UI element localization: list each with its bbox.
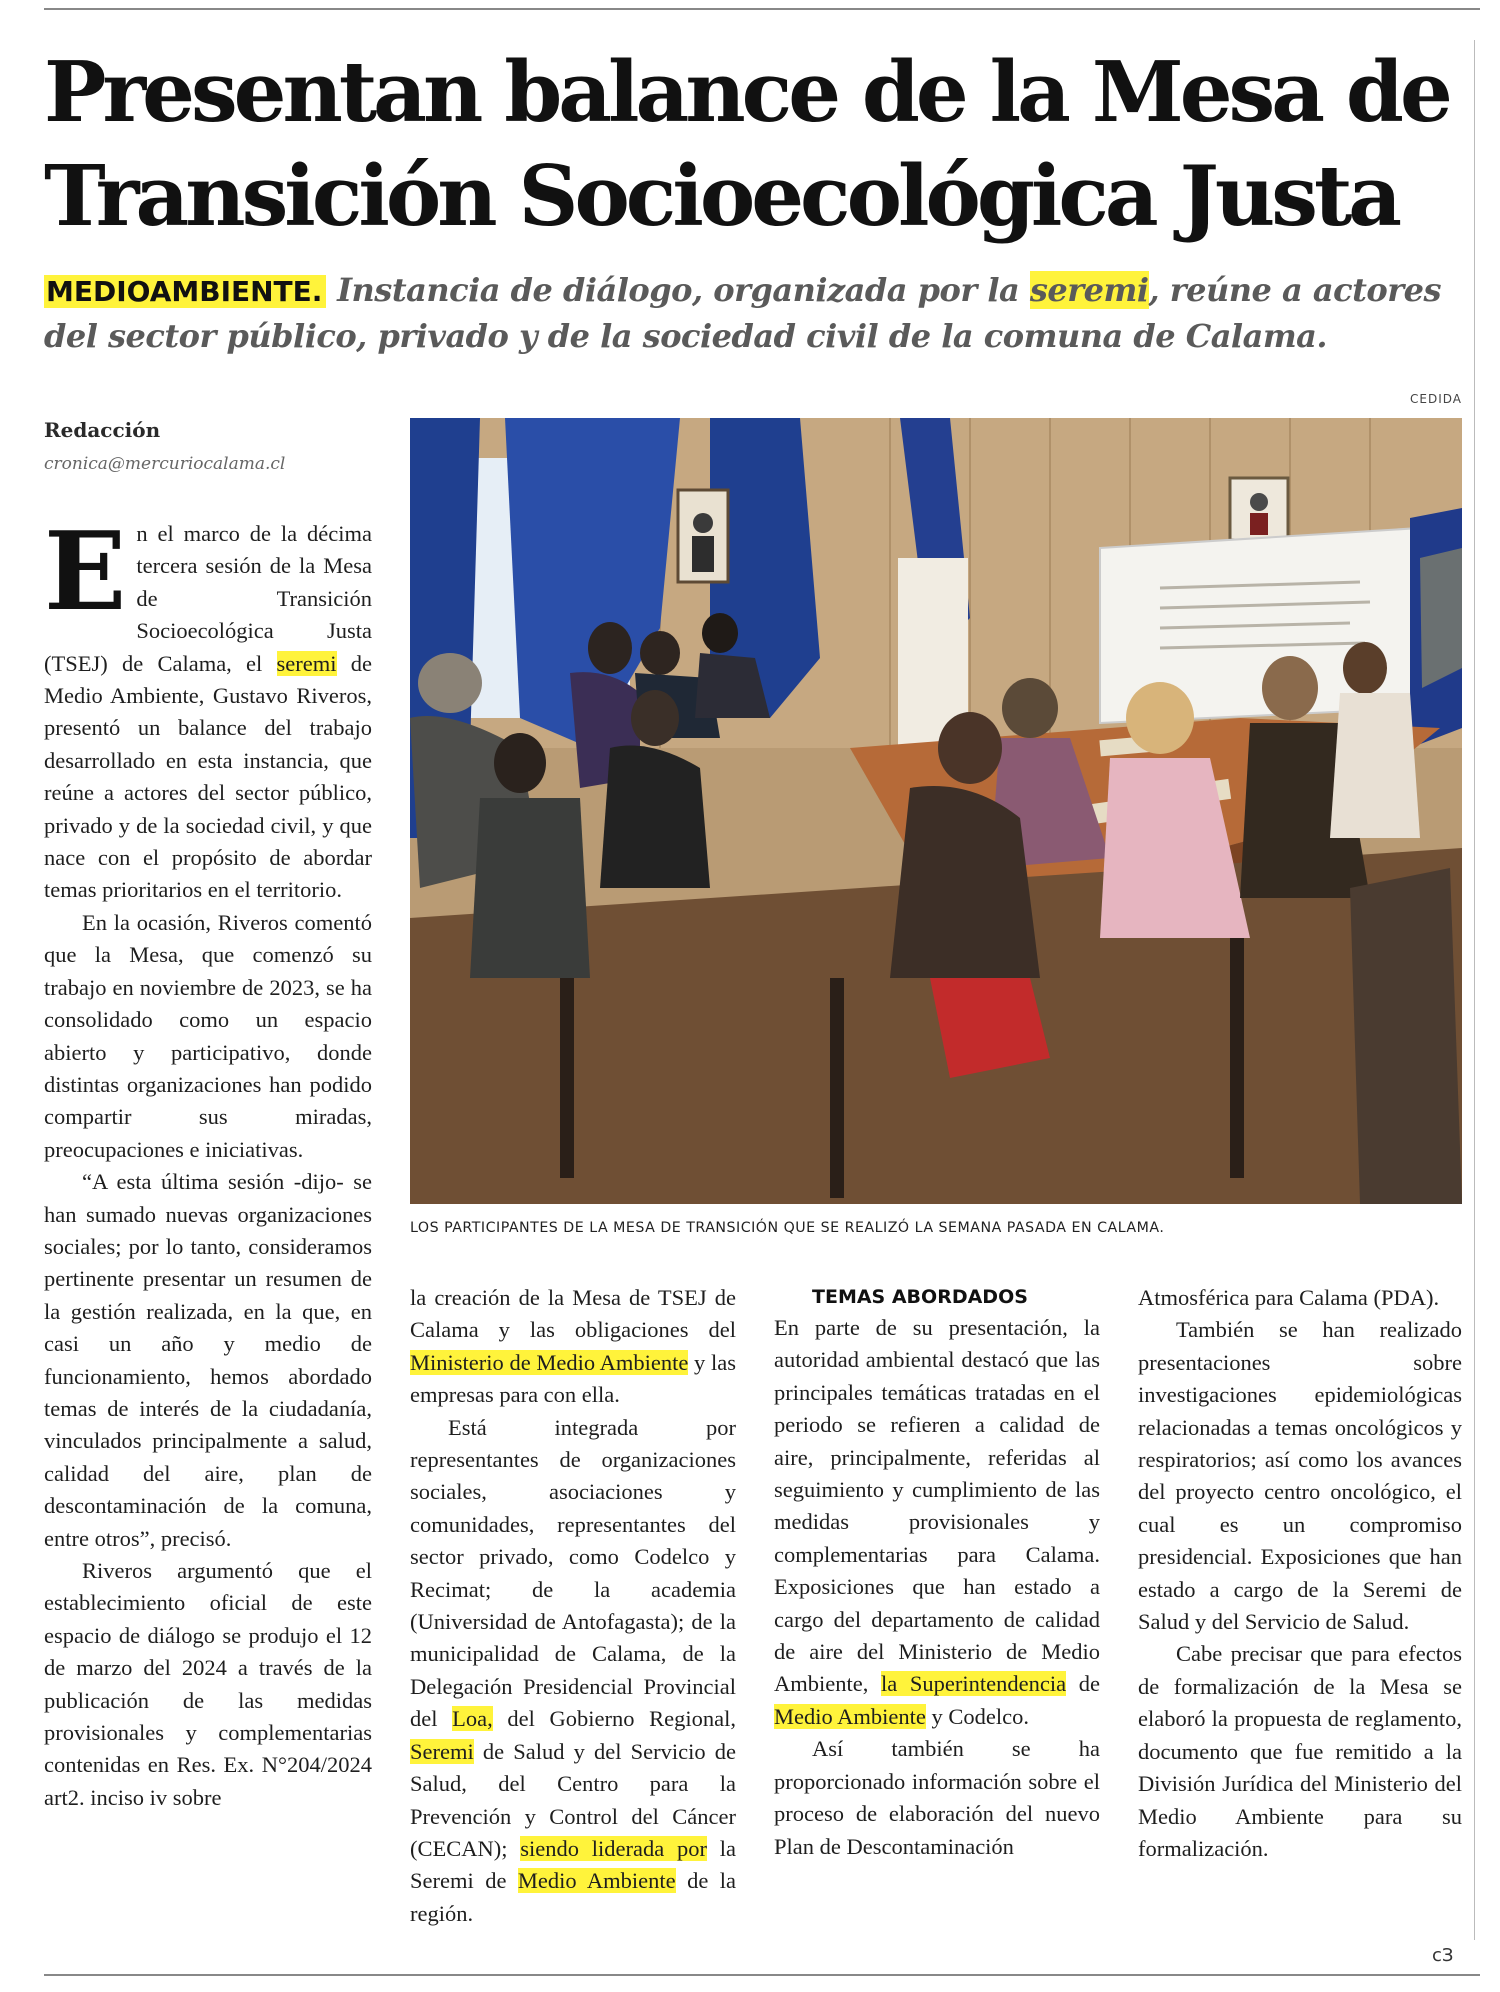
- col3-p1-text-a: En parte de su presentación, la autoridad ambiental destacó que las principales temáticas tratadas en el periodo se refieren a calidad de aire, principalmente, referidas al seguimiento y cumplimiento de las medidas provisionales y complementarias para Calama. Exposiciones que han estado a cargo del departamento de calidad de aire del Ministerio de Medio Ambiente,: [774, 1315, 1100, 1697]
- col3-p1-highlight-2: Medio Ambiente: [774, 1703, 926, 1729]
- col2-p2-highlight-3: siendo liderada por: [520, 1835, 707, 1861]
- headline: Presentan balance de la Mesa de Transición Socioecológica Justa: [44, 43, 1449, 245]
- subhead-temas-abordados: TEMAS ABORDADOS: [812, 1286, 1028, 1308]
- col1-paragraph-3: “A esta última sesión -dijo- se han sumado nuevas organizaciones sociales; por lo tanto, consideramos pertinente presentar un resumen de la gestión realizada, en la que, en casi un año y medio de funcionamiento, hemos abordado temas de interés de la ciudadanía, vinculados principalmente a salud, calidad del aire, plan de descontaminación de la comuna, entre otros”, precisó.: [44, 1169, 372, 1551]
- article-photo: [410, 418, 1462, 1204]
- byline-author: Redacción: [44, 418, 161, 442]
- col2-p2-highlight-2: Seremi: [410, 1738, 474, 1764]
- col1-paragraph-4: Riveros argumentó que el establecimiento oficial de este espacio de diálogo se produjo el 12 de marzo del 2024 a través de la publicación de las medidas provisionales y complementarias contenidas en Res. Ex. N°204/2024 art2. inciso iv sobre: [44, 1558, 372, 1810]
- col3-p1-text-b: de: [1066, 1671, 1100, 1697]
- column-1: [44, 509, 372, 1814]
- byline-email: cronica@mercuriocalama.cl: [44, 454, 286, 474]
- bottom-rule: [44, 1974, 1480, 1976]
- col3-p1-text-c: y Codelco.: [925, 1703, 1029, 1729]
- col1-p1-text-a: n el marco de la décima tercera sesión de la Mesa de Transición Socioecológica Justa (TSEJ) de Calama, el: [44, 521, 372, 676]
- col2-p2-text-c: de Salud y del Servicio de Salud, del Centro para la Prevención y Control del Cáncer (CECAN);: [410, 1738, 736, 1861]
- col2-p1-text-b: y las empresas para con ella.: [410, 1349, 737, 1408]
- photo-credit: CEDIDA: [1410, 392, 1462, 406]
- col1-paragraph-2: En la ocasión, Riveros comentó que la Mesa, que comenzó su trabajo en noviembre de 2023, se ha consolidado como un espacio abierto y participativo, donde distintas organizaciones han podido compartir sus miradas, preocupaciones e iniciativas.: [44, 909, 372, 1162]
- right-rule: [1474, 40, 1475, 1940]
- drop-cap: E: [44, 509, 127, 635]
- column-4: [1138, 1282, 1462, 1865]
- col2-p1-highlight: Ministerio de Medio Ambiente: [410, 1349, 689, 1375]
- col1-p1-highlight: seremi: [276, 650, 337, 676]
- col1-paragraph-1: [44, 509, 372, 907]
- col2-paragraph-1: [410, 1282, 736, 1412]
- col2-p2-text-e: de la región.: [410, 1868, 737, 1926]
- col4-paragraph-3: Cabe precisar que para efectos de formalización de la Mesa se elaboró la propuesta de reglamento, documento que fue remitido a la División Jurídica del Ministerio del Medio Ambiente para su formalización.: [1138, 1641, 1462, 1861]
- deck-text-1: Instancia de diálogo, organizada por la: [337, 271, 1030, 309]
- meeting-room-illustration: [410, 418, 1462, 1204]
- deck: [44, 268, 1464, 359]
- col3-paragraph-2: Así también se ha proporcionado información sobre el proceso de elaboración del nuevo Plan de Descontaminación: [774, 1736, 1100, 1859]
- col2-p2-text-a: Está integrada por representantes de organizaciones sociales, asociaciones y comunidades, representantes del sector privado, como Codelco y Recimat; de la academia (Universidad de Antofagasta); de la municipalidad de Calama, de la Delegación Presidencial Provincial del: [410, 1414, 736, 1732]
- column-3: [774, 1282, 1100, 1863]
- col4-paragraph-1: Atmosférica para Calama (PDA).: [1138, 1285, 1440, 1310]
- column-2: [410, 1282, 736, 1930]
- col2-p1-text-a: la creación de la Mesa de TSEJ de Calama y las obligaciones del: [410, 1285, 736, 1343]
- col2-paragraph-2: [410, 1412, 736, 1931]
- col3-p1-highlight-1: la Superintendencia: [881, 1671, 1067, 1697]
- col4-paragraph-2: También se han realizado presentaciones sobre investigaciones epidemiológicas relacionadas a temas oncológicos y respiratorios; así como los avances del proyecto centro oncológico, el cual es un compromiso presidencial. Exposiciones que han estado a cargo de la Seremi de Salud y del Servicio de Salud.: [1138, 1317, 1462, 1635]
- deck-highlight: seremi: [1029, 271, 1149, 309]
- top-rule: [44, 8, 1480, 10]
- col2-p2-highlight-4: Medio Ambiente: [517, 1868, 676, 1894]
- col2-p2-text-d: la Seremi de: [410, 1835, 736, 1894]
- deck-text-2: , reúne a actores del sector público, privado y de la sociedad civil de la comuna de Calama.: [44, 271, 1441, 355]
- end-of-article-mark: cЗ: [1432, 1945, 1454, 1966]
- photo-caption: LOS PARTICIPANTES DE LA MESA DE TRANSICIÓN QUE SE REALIZÓ LA SEMANA PASADA EN CALAMA.: [410, 1220, 1165, 1236]
- col1-p1-text-b: de Medio Ambiente, Gustavo Riveros, presentó un balance del trabajo desarrollado en esta instancia, que reúne a actores del sector público, privado y de la sociedad civil, y que nace con el propósito de abordar temas prioritarios en el territorio.: [44, 650, 372, 903]
- col2-p2-text-b: del Gobierno Regional,: [492, 1706, 736, 1732]
- col2-p2-highlight-1: Loa,: [452, 1706, 493, 1732]
- col3-paragraph-1: [774, 1312, 1100, 1733]
- section-kicker: MEDIOAMBIENTE.: [44, 275, 326, 308]
